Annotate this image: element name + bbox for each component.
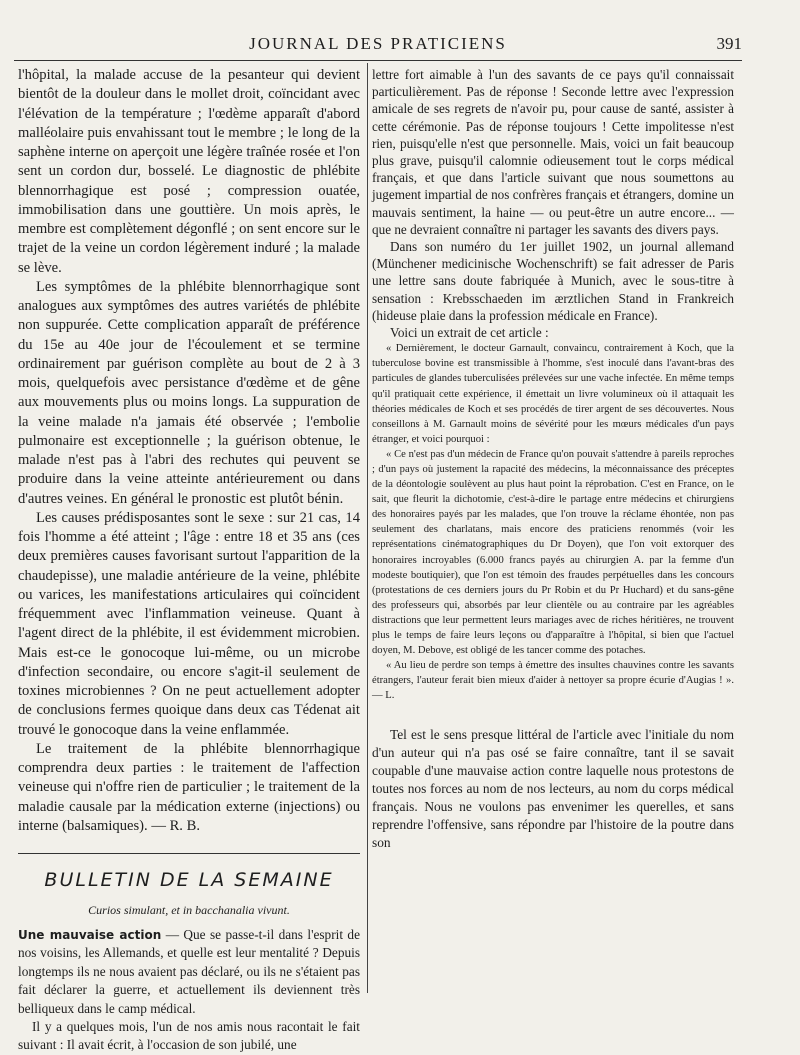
bulletin-paragraph-1-text: — Que se passe-t-il dans l'esprit de nos voisins, les Allemands, et quelle est leur mentalité ? Depuis longtemps ils ne nous avaient pas déclaré, ou ils ne s'étaient pas fait déclarer la guerre, et actuellement ils deviennent très belliqueux dans le camp médical. [18, 927, 360, 1016]
right-column [372, 66, 734, 852]
quote-paragraph-1: « Dernièrement, le docteur Garnault, convaincu, contrairement à Koch, que la tuberculose bovine est transmissible à l'homme, s'est inoculé dans l'avant-bras des particules de glandes tuberculisées prélevées sur une vache infectée. En même temps qu'il pratiquait cette expérience, il émettait un livre volumineux où il attaquait les théories médicales de Koch et ses procédés de tirer argent de ses découvertes. Nous conseillons à M. Garnault moins de sévérité pour les mœurs médicales d'un pays étranger, et voici pourquoi : [372, 343, 734, 445]
header-rule [14, 60, 742, 61]
bulletin-paragraph-1 [18, 926, 360, 1018]
running-header [14, 34, 742, 60]
bulletin-article [18, 926, 360, 1055]
left-column [18, 66, 360, 1055]
phlebite-article [18, 66, 360, 836]
column-divider [367, 63, 368, 993]
runin-heading: Une mauvaise action [18, 928, 162, 942]
page-number: 391 [716, 34, 742, 53]
right-paragraph-4: Tel est le sens presque littéral de l'article avec l'initiale du nom d'un auteur qui n'a pas osé se faire connaître, tant il se savait coupable d'une mauvaise action contre laquelle nous protestons de toutes nos forces au nom de nos lecteurs, au nom du corps médical français. Nous ne voulons pas envenimer les querelles, et sans reprendre l'offensive, sans répondre par l'histoire de la poutre dans son [372, 726, 734, 851]
article-paragraph-1: l'hôpital, la malade accuse de la pesanteur qui devient bientôt de la douleur dans le mollet droit, coïncidant avec l'élévation de la température ; l'œdème apparaît d'abord malléolaire puis envahissant tout le membre ; le long de la saphène interne on aperçoit une légère traînée rosée et l'on sent un cordon dur, bosselé. Le diagnostic de phlébite blennorrhagique est posé ; compression ouatée, immobilisation dans une gouttière. Un mois après, le membre est complètement dégonflé ; on sent encore sur le trajet de la veine un cordon légèrement induré ; la malade se lève. [18, 67, 360, 276]
article-paragraph-2: Les symptômes de la phlébite blennorrhagique sont analogues aux symptômes des autres variétés de phlébite non suppurée. Cette complication apparaît de préférence du 15e au 40e jour de l'écoulement et se termine ordinairement par guérison complète au bout de 2 à 3 mois, quelquefois avec persistance d'œdème et de gêne aux mouvements plus ou moins longs. La suppuration de la veine malade n'a jamais été observée ; l'embolie pulmonaire est exceptionnelle ; la guérison obtenue, le malade n'est pas à l'abri des rechutes qui peuvent se produire dans la veine atteinte antérieurement ou dans d'autres veines. En général le pronostic est plutôt bénin. [18, 278, 360, 507]
right-paragraph-2: Dans son numéro du 1er juillet 1902, un journal allemand (Münchener medicinische Wochenschrift) se fait adresser de Paris une lettre sans doute fabriquée à Munich, avec le sous-titre à sensation : Krebsschaeden im ærztlichen Stand in Frankreich (hideuse plaie dans la profession médicale en France). [372, 239, 734, 323]
bulletin-paragraph-2: Il y a quelques mois, l'un de nos amis nous racontait le fait suivant : Il avait écrit, à l'occasion de son jubilé, une [18, 1019, 360, 1053]
quote-paragraph-3: « Au lieu de perdre son temps à émettre des insultes chauvines contre les savants étrangers, l'auteur ferait bien mieux d'aider à nettoyer sa propre écurie d'Augias ! ». — L. [372, 660, 734, 702]
article-paragraph-3: Les causes prédisposantes sont le sexe : sur 21 cas, 14 fois l'homme a été atteint ; l'âge : entre 18 et 35 ans (ces deux premières causes favorisant surtout l'apparition de la chaudepisse), une maladie antérieure de la veine, phlébite ou varices, les manifestations articulaires qui coïncident fréquemment avec l'inflammation veineuse. Quant à l'agent direct de la phlébite, il est évidemment microbien. Mais est-ce le gonocoque lui-même, ou un microbe d'infection secondaire, ou encore s'agit-il seulement de toxines microbiennes ? On ne peut actuellement adopter de conclusions fermes quoique dans deux cas Tédenat ait trouvé le gonocoque dans la veine enflammée. [18, 509, 360, 738]
right-paragraph-1: lettre fort aimable à l'un des savants de ce pays qu'il connaissait particulièrement. Pas de réponse ! Seconde lettre avec l'expression amicale de ses regrets de n'avoir pu, pour cause de santé, assister à cette cérémonie. Pas de réponse toujours ! Cette impolitesse n'est rien, puisqu'elle n'est que personnelle. Mais, voici un fait beaucoup plus grave, puisqu'il calomnie odieusement tout le corps médical français, et que dans l'article suivant que nous soumettons au jugement impartial de nos confrères français et étrangers, domine un mauvais sentiment, la haine — ou peut-être un autre encore... — que ne devraient connaître ni partager les savants des divers pays. [372, 67, 734, 237]
article-paragraph-4: Le traitement de la phlébite blennorrhagique comprendra deux parties : le traitement de l'affection veineuse qui n'offre rien de particulier ; le traitement de la maladie causale par la médication externe (injections) ou interne (balsamiques). — R. B. [18, 740, 360, 834]
journal-title: JOURNAL DES PRATICIENS [249, 34, 507, 53]
quote-paragraph-2: « Ce n'est pas d'un médecin de France qu'on pouvait s'attendre à pareils reproches ; d'un pays où justement la rapacité des médecins, la méconnaissance des préceptes de la déontologie soulèvent au plus haut point la réprobation. C'est en France, on le sait, que fleurit la dichotomie, c'est-à-dire le partage entre médecins et chirurgiens des honoraires payés par les malades, que l'on trouve la réclame éhontée, non pas seulement des charlatans, mais encore des praticiens renommés (voir les représentations cinématographiques du Dr Doyen), que l'on voit extorquer des honoraires incroyables (6.000 francs payés au chirurgien A. par la femme d'un modeste boutiquier), que l'on est témoin des fraudes perpétuelles dans les concours (protestations de ces derniers jours du Pr Robin et du Pr Huchard) et du sans-gêne des professeurs qui, absorbés par leur clientèle ou au contraire par les agréables distractions que leur permettent leurs mariages avec de riches héritières, ne trouvent plus le temps de faire leurs leçons ou d'apparaître à l'hôpital, si bien que l'actuel doyen, M. Debove, est obligé de les tancer comme des potaches. [372, 448, 734, 657]
section-rule [18, 853, 360, 854]
bulletin-continuation [372, 66, 734, 852]
epigraph: Curios simulant, et in bacchanalia vivunt. [88, 903, 290, 917]
bulletin-title: BULLETIN DE LA SEMAINE [44, 869, 334, 891]
right-paragraph-3: Voici un extrait de cet article : [390, 325, 549, 341]
